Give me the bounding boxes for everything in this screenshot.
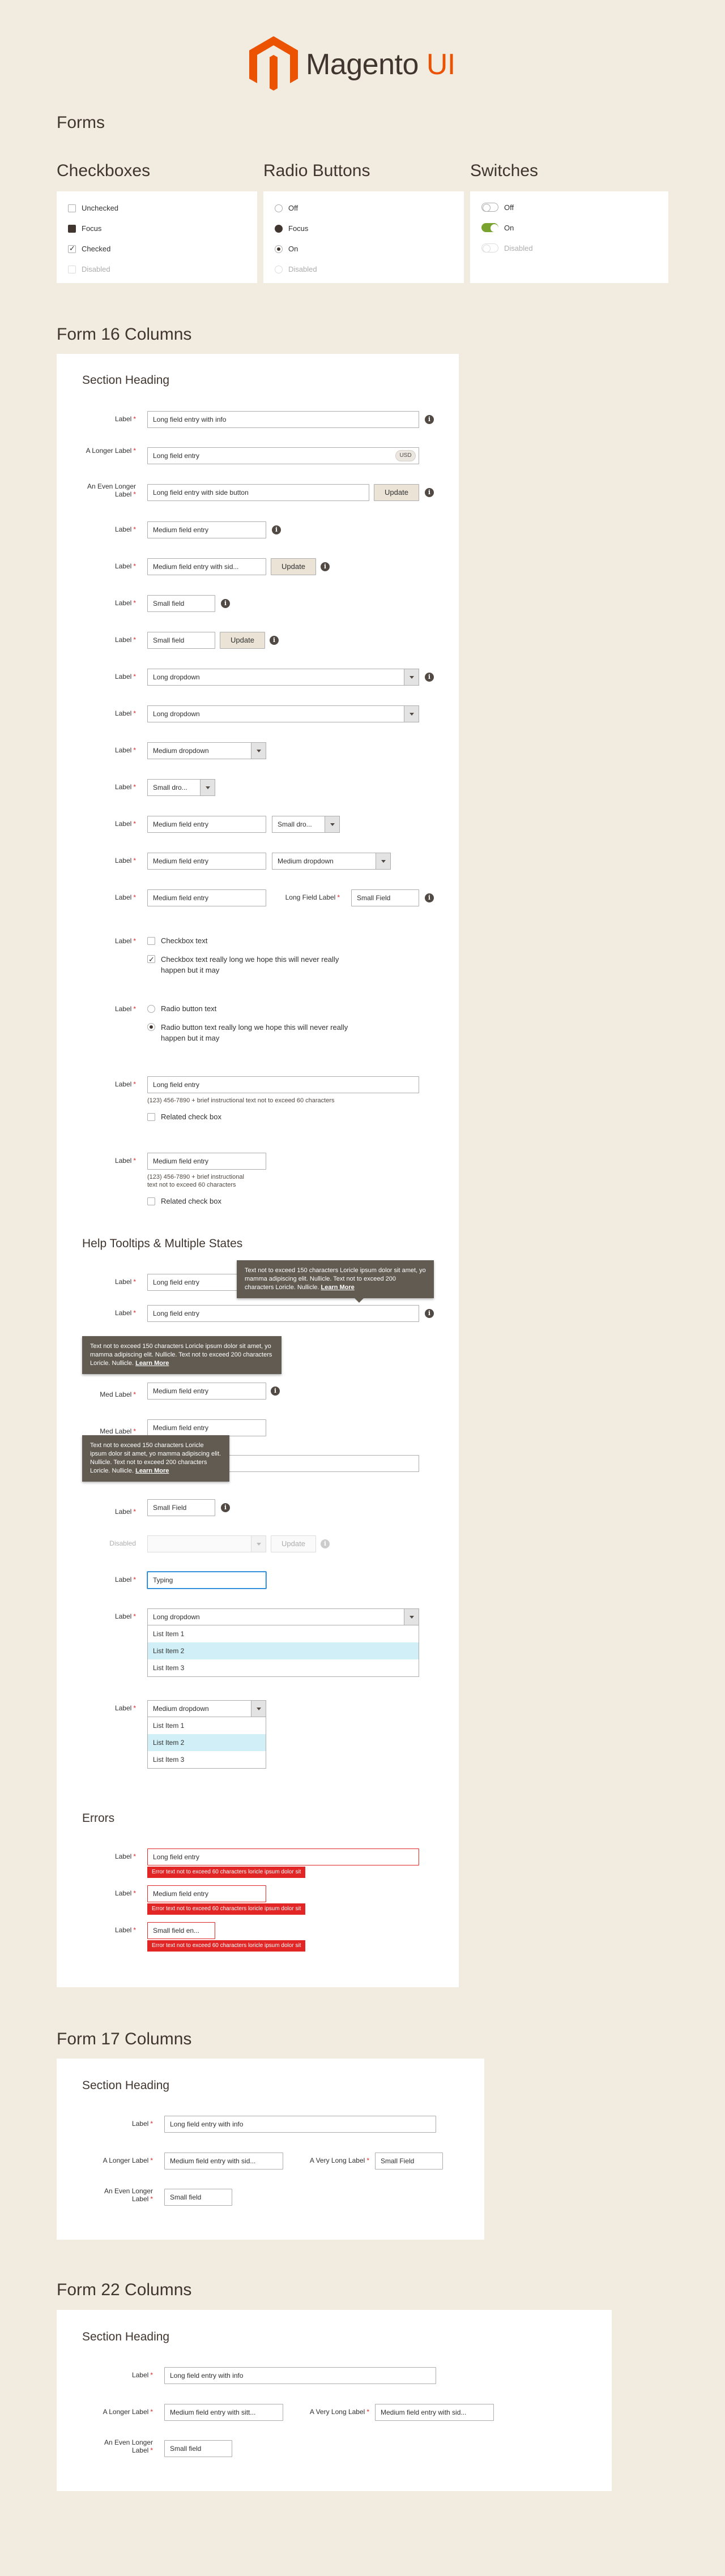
radios-heading: Radio Buttons <box>263 161 370 180</box>
info-icon: i <box>321 1539 330 1548</box>
label: Label * <box>131 2371 153 2379</box>
label: Label * <box>114 1508 136 1516</box>
label: Label * <box>114 599 136 607</box>
medium-field-error-input[interactable]: Medium field entry <box>147 1885 266 1902</box>
info-icon[interactable]: i <box>425 893 434 902</box>
radio-off[interactable]: Off <box>275 204 298 212</box>
checkbox-disabled: Disabled <box>68 265 110 273</box>
field-note-line1: (123) 456-7890 + brief instructional <box>147 1174 244 1180</box>
label: Label * <box>114 1852 136 1860</box>
list-item[interactable]: List Item 3 <box>153 1756 185 1764</box>
long-field-error-input[interactable]: Long field entry <box>147 1848 419 1865</box>
label-even-longer: An Even Longer Label * <box>104 2187 153 2203</box>
small-dropdown[interactable]: Small dro... <box>147 779 215 796</box>
label: Label * <box>114 1889 136 1897</box>
label-longer: A Longer Label * <box>103 2408 153 2416</box>
chevron-down-icon <box>251 743 266 759</box>
medium-field-input[interactable]: Medium field entry <box>147 1383 266 1400</box>
learn-more-link[interactable]: Learn More <box>135 1467 169 1474</box>
label-even-longer: An Even Longer Label * <box>104 2438 153 2454</box>
chevron-down-icon <box>200 780 215 795</box>
label: Label * <box>114 1612 136 1620</box>
chevron-down-icon <box>404 706 419 722</box>
label: Label * <box>114 525 136 533</box>
chevron-down-icon <box>404 1609 419 1625</box>
forms-heading: Forms <box>57 113 105 132</box>
form17-title: Form 17 Columns <box>57 2030 192 2048</box>
tooltip: Text not to exceed 150 characters Loricle ipsum dolor sit amet, yo mamma adipiscing elit. Nullicle. Text not to exceed 200 characters Loricle. Nullicle. Learn More <box>82 1336 282 1374</box>
long-field-side-button-input[interactable]: Long field entry with side button <box>147 484 369 501</box>
list-item[interactable]: List Item 3 <box>153 1664 185 1672</box>
label: Label * <box>114 562 136 570</box>
error-message: Error text not to exceed 60 characters loricle ipsum dolor sit <box>147 1903 305 1915</box>
checkbox-option-long[interactable]: ✓ Checkbox text really long we hope this will never really happen but it may <box>147 954 351 975</box>
checkbox-checked[interactable]: ✓ Checked <box>68 245 110 253</box>
update-button[interactable]: Update <box>271 558 316 575</box>
label-med: Med Label * <box>100 1427 136 1435</box>
logo-text: Magento UI <box>306 48 455 81</box>
label-very-long: A Very Long Label * <box>309 2408 369 2416</box>
medium-field-side-input[interactable]: Medium field entry with sid... <box>147 558 266 575</box>
form16-title: Form 16 Columns <box>57 325 192 344</box>
update-button[interactable]: Update <box>220 632 265 649</box>
label-long-field: Long Field Label * <box>285 893 340 901</box>
medium-field-input[interactable]: Medium field entry with sid... <box>375 2404 494 2421</box>
medium-field-input[interactable]: Medium field entry <box>147 816 266 833</box>
long-dropdown[interactable]: Long dropdown <box>147 705 419 722</box>
checkboxes-heading: Checkboxes <box>57 161 151 180</box>
long-field-info-input[interactable]: Long field entry with info <box>164 2367 436 2384</box>
list-item-highlighted[interactable]: List Item 2 <box>148 1642 419 1659</box>
related-checkbox[interactable]: Related check box <box>147 1112 221 1121</box>
small-field-input[interactable]: Small field <box>147 595 215 612</box>
small-field-input[interactable]: Small field <box>147 632 215 649</box>
switch-on[interactable]: On <box>481 223 514 232</box>
small-field-input[interactable]: Small field <box>164 2189 232 2206</box>
radio-disabled: Disabled <box>275 265 317 273</box>
medium-field-input[interactable]: Medium field entry <box>147 853 266 870</box>
long-dropdown-open[interactable]: Long dropdown <box>147 1608 419 1625</box>
learn-more-link[interactable]: Learn More <box>321 1284 355 1291</box>
label: Label * <box>114 820 136 828</box>
typing-input[interactable]: Typing <box>147 1572 266 1589</box>
label: Label * <box>114 1005 136 1013</box>
label: Label * <box>114 746 136 754</box>
info-icon[interactable]: i <box>425 673 434 682</box>
form22-title: Form 22 Columns <box>57 2280 192 2299</box>
chevron-down-icon <box>376 853 390 869</box>
small-field-input[interactable]: Small Field <box>375 2153 443 2170</box>
form16-section-heading: Section Heading <box>82 374 170 387</box>
small-field-input[interactable]: Small Field <box>351 889 419 906</box>
label: Label * <box>114 1278 136 1286</box>
learn-more-link[interactable]: Learn More <box>135 1360 169 1367</box>
medium-field-input[interactable]: Medium field entry with sid... <box>164 2153 283 2170</box>
label-med: Med Label * <box>100 1390 136 1398</box>
small-field-input[interactable]: Small field <box>164 2440 232 2457</box>
switches-heading: Switches <box>470 161 539 180</box>
long-field-input[interactable]: Long field entry <box>147 1305 419 1322</box>
magento-logo-icon <box>249 36 298 93</box>
form17-section-heading: Section Heading <box>82 2079 170 2092</box>
info-icon[interactable]: i <box>321 562 330 571</box>
disabled-dropdown <box>147 1535 266 1552</box>
label: Label * <box>114 893 136 901</box>
tooltip: Text not to exceed 150 characters Loricle ipsum dolor sit amet, yo mamma adipiscing elit. Nullicle. Text not to exceed 200 characters Loricle. Nullicle. Learn More <box>82 1435 229 1482</box>
chevron-down-icon <box>325 816 339 832</box>
related-checkbox[interactable]: Related check box <box>147 1197 221 1205</box>
label-even-longer: An Even Longer Label * <box>87 482 136 498</box>
list-item[interactable]: List Item 1 <box>153 1630 185 1638</box>
long-field-input[interactable]: Long field entry <box>147 1076 419 1093</box>
info-icon[interactable]: i <box>221 1503 230 1512</box>
switch-off[interactable]: Off <box>481 203 514 212</box>
label: Label * <box>114 1080 136 1088</box>
label: Label * <box>114 783 136 791</box>
label-longer: A Longer Label * <box>86 447 136 455</box>
chevron-down-icon <box>404 669 419 685</box>
radio-focus[interactable]: Focus <box>275 224 308 233</box>
switch-disabled: Disabled <box>481 243 533 253</box>
label: Label * <box>114 1157 136 1165</box>
medium-dropdown[interactable]: Medium dropdown <box>272 853 391 870</box>
medium-field-input[interactable]: Medium field entry with sitt... <box>164 2404 283 2421</box>
label-longer: A Longer Label * <box>103 2156 153 2164</box>
currency-addon: USD <box>395 450 416 461</box>
info-icon[interactable]: i <box>425 415 434 424</box>
medium-field-input[interactable]: Medium field entry <box>147 889 266 906</box>
label: Label * <box>114 1576 136 1584</box>
label: Label * <box>114 1704 136 1712</box>
small-dropdown[interactable]: Small dro... <box>272 816 340 833</box>
label: Label * <box>114 415 136 423</box>
field-note: (123) 456-7890 + brief instructional text not to exceed 60 characters <box>147 1097 335 1104</box>
info-icon[interactable]: i <box>221 599 230 608</box>
chevron-down-icon <box>251 1701 266 1717</box>
magento-logo <box>249 36 455 93</box>
dropdown-list <box>147 1717 266 1769</box>
label: Label * <box>114 1926 136 1934</box>
long-field-input[interactable]: Long field entry <box>147 447 419 464</box>
chevron-down-icon <box>251 1536 266 1552</box>
update-button-disabled: Update <box>271 1535 316 1552</box>
list-item[interactable]: List Item 1 <box>153 1722 185 1730</box>
dropdown-list <box>147 1625 419 1677</box>
info-icon[interactable]: i <box>425 488 434 497</box>
label: Label * <box>114 1309 136 1317</box>
label: Label * <box>114 857 136 865</box>
radio-on[interactable]: On <box>275 245 298 253</box>
tooltip: Text not to exceed 150 characters Loricle ipsum dolor sit amet, yo mamma adipiscing elit. Nullicle. Text not to exceed 200 characters Loricle. Nullicle. Learn More <box>237 1260 434 1298</box>
field-note-line2: text not to exceed 60 characters <box>147 1182 236 1188</box>
update-button[interactable]: Update <box>374 484 419 501</box>
checkbox-focus[interactable]: Focus <box>68 224 101 233</box>
label-disabled: Disabled <box>109 1539 136 1547</box>
label: Label * <box>114 937 136 945</box>
medium-dropdown-open[interactable]: Medium dropdown <box>147 1700 266 1717</box>
info-icon[interactable]: i <box>270 636 279 645</box>
list-item-highlighted[interactable]: List Item 2 <box>148 1734 266 1751</box>
medium-field-input[interactable]: Medium field entry <box>147 521 266 538</box>
long-field-info-input[interactable]: Long field entry with info <box>164 2116 436 2133</box>
checkbox-unchecked[interactable]: Unchecked <box>68 204 118 212</box>
radio-option-long[interactable]: Radio button text really long we hope this will never really happen but it may <box>147 1022 351 1043</box>
radio-option[interactable]: Radio button text <box>147 1004 216 1013</box>
label: Label * <box>114 673 136 681</box>
checkbox-option[interactable]: Checkbox text <box>147 936 207 945</box>
medium-field-input[interactable]: Medium field entry <box>147 1419 266 1436</box>
long-field-info-input[interactable]: Long field entry with info <box>147 411 419 428</box>
small-field-input[interactable]: Small Field <box>147 1499 215 1516</box>
medium-dropdown[interactable]: Medium dropdown <box>147 742 266 759</box>
info-icon[interactable]: i <box>425 1309 434 1318</box>
info-icon[interactable]: i <box>272 525 281 534</box>
label: Label * <box>114 709 136 717</box>
long-dropdown[interactable]: Long dropdown <box>147 669 419 686</box>
info-icon[interactable]: i <box>271 1387 280 1396</box>
errors-heading: Errors <box>82 1812 115 1825</box>
error-message: Error text not to exceed 60 characters loricle ipsum dolor sit <box>147 1940 305 1952</box>
long-field-input[interactable]: Long field entry <box>147 1274 266 1291</box>
help-tooltips-heading: Help Tooltips & Multiple States <box>82 1237 243 1250</box>
form22-section-heading: Section Heading <box>82 2330 170 2343</box>
label-very-long: A Very Long Label * <box>309 2156 369 2164</box>
medium-field-input[interactable]: Medium field entry <box>147 1153 266 1170</box>
label: Label * <box>114 636 136 644</box>
small-field-error-input[interactable]: Small field en... <box>147 1922 215 1939</box>
label: Label * <box>131 2120 153 2128</box>
error-message: Error text not to exceed 60 characters loricle ipsum dolor sit <box>147 1867 305 1878</box>
